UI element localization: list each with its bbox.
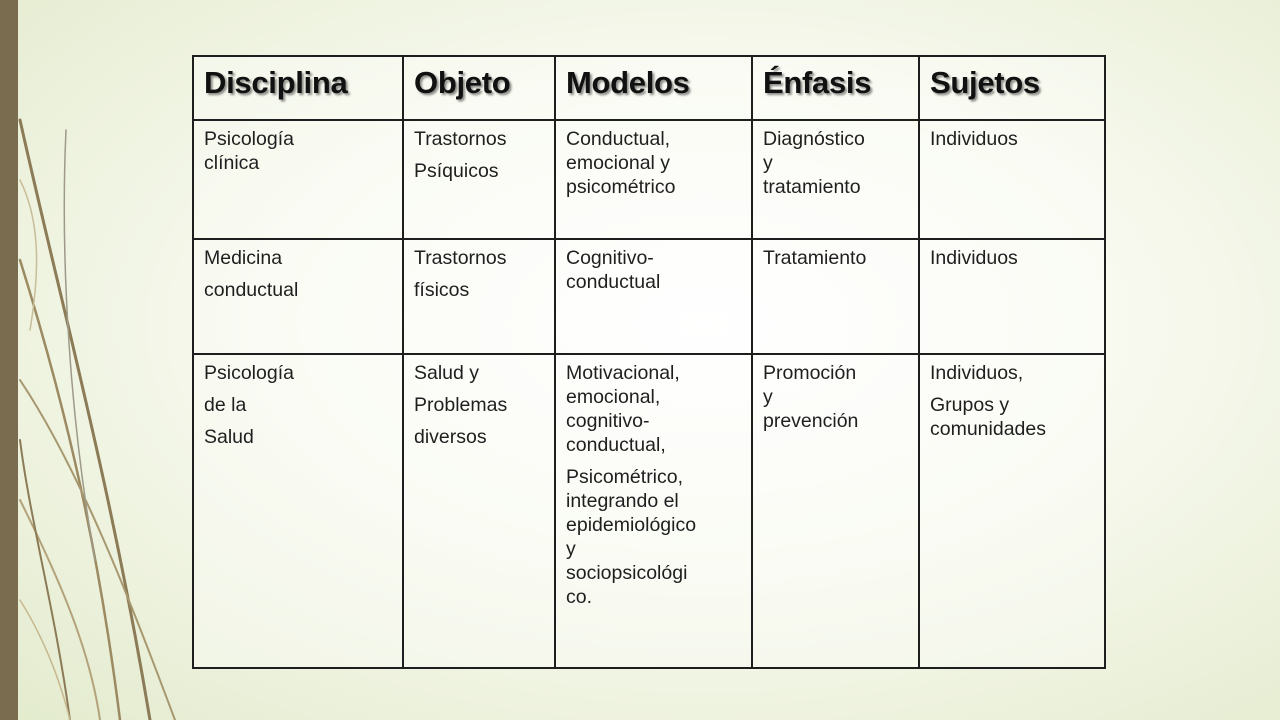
header-objeto: Objeto <box>403 56 555 120</box>
header-sujetos: Sujetos <box>919 56 1105 120</box>
comparison-table <box>192 55 1106 669</box>
vine-stroke <box>20 600 70 720</box>
cell-objeto: Salud y Problemas diversos <box>403 354 555 668</box>
table-row <box>193 354 1105 668</box>
vine-stroke <box>20 440 70 720</box>
cell-disciplina: Psicología de la Salud <box>193 354 403 668</box>
table-header-row <box>193 56 1105 120</box>
table-row <box>193 120 1105 239</box>
table-row <box>193 239 1105 354</box>
header-enfasis: Énfasis <box>752 56 919 120</box>
cell-disciplina: Psicología clínica <box>193 120 403 239</box>
cell-modelos: Cognitivo- conductual <box>555 239 752 354</box>
vine-stroke <box>20 120 150 720</box>
cell-sujetos: Individuos <box>919 239 1105 354</box>
cell-sujetos: Individuos, Grupos y comunidades <box>919 354 1105 668</box>
cell-objeto: Trastornos Psíquicos <box>403 120 555 239</box>
cell-enfasis: Promoción y prevención <box>752 354 919 668</box>
cell-objeto: Trastornos físicos <box>403 239 555 354</box>
cell-enfasis: Diagnóstico y tratamiento <box>752 120 919 239</box>
cell-disciplina: Medicina conductual <box>193 239 403 354</box>
cell-sujetos: Individuos <box>919 120 1105 239</box>
header-disciplina: Disciplina <box>193 56 403 120</box>
cell-modelos: Motivacional, emocional, cognitivo- conductual, Psicométrico, integrando el epidemiológico y sociopsicológi co. <box>555 354 752 668</box>
cell-modelos: Conductual, emocional y psicométrico <box>555 120 752 239</box>
vine-stroke <box>64 130 95 560</box>
header-modelos: Modelos <box>555 56 752 120</box>
cell-enfasis: Tratamiento <box>752 239 919 354</box>
